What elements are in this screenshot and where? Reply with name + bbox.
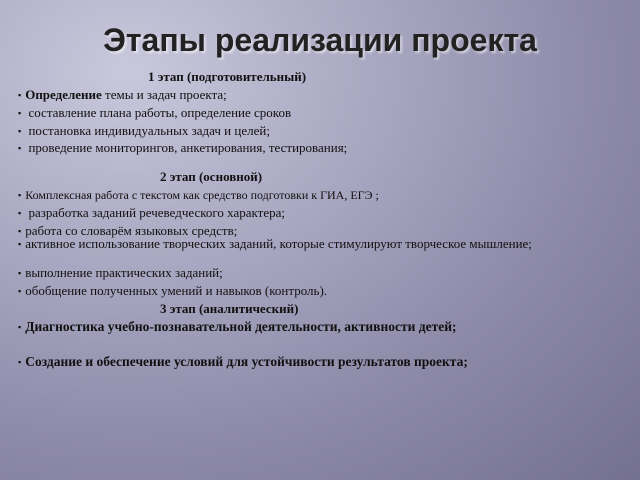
stage2-item-6: ▪ обобщение полученных умений и навыков (контроль). xyxy=(18,284,630,299)
stage2-item-4: ▪ активное использование творческих заданий, которые стимулируют творческое мышление; xyxy=(18,238,598,251)
stage1-item-4: ▪ проведение мониторингов, анкетирования, тестирования; xyxy=(18,141,630,156)
stage1-item-2: ▪ составление плана работы, определение сроков xyxy=(18,106,630,121)
stage3-heading: 3 этап (аналитический) xyxy=(160,301,299,316)
stage3-item-2: ▪ Создание и обеспечение условий для устойчивости результатов проекта; xyxy=(18,355,630,370)
stage1-item-1-bold: Определение xyxy=(25,87,102,102)
stage1-heading: 1 этап (подготовительный) xyxy=(148,69,307,84)
stage3-item-1: ▪ Диагностика учебно-познавательной деятельности, активности детей; xyxy=(18,320,630,335)
stage2-heading: 2 этап (основной) xyxy=(160,169,263,184)
stage2-item-3: ▪ работа со словарём языковых средств; xyxy=(18,224,630,239)
stage2-item-2: ▪ разработка заданий речеведческого характера; xyxy=(18,206,630,221)
slide-title: Этапы реализации проекта xyxy=(103,22,537,58)
stage2-item-5: ▪ выполнение практических заданий; xyxy=(18,266,630,281)
stage1-item-1-text: темы и задач проекта; xyxy=(101,87,227,102)
stage1-item-1 xyxy=(18,88,630,103)
stage1-item-3: ▪ постановка индивидуальных задач и целей; xyxy=(18,124,630,139)
stage2-item-1: ▪ Комплексная работа с текстом как средство подготовки к ГИА, ЕГЭ ; xyxy=(18,188,630,203)
